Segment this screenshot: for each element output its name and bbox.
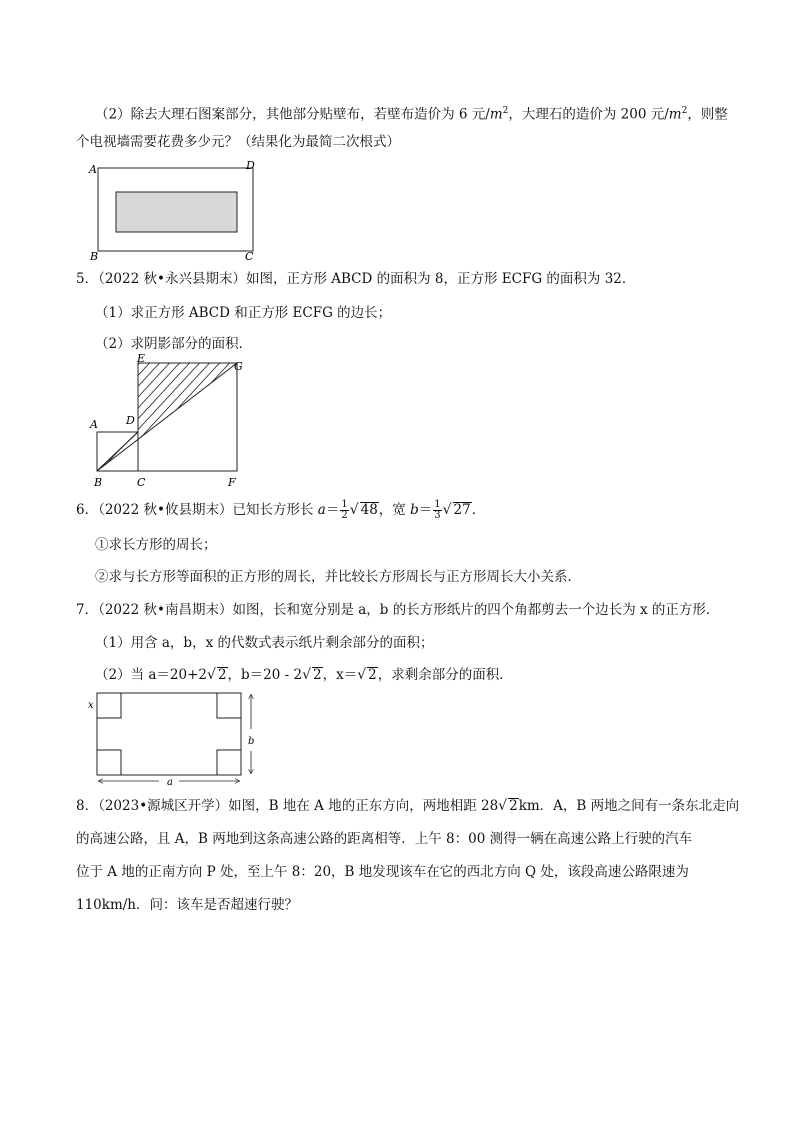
radical-sign: √ [349, 502, 359, 518]
q8-line1-b: km．A，B 两地之间有一条东北走向 [518, 798, 740, 814]
label-c: C [137, 476, 146, 489]
radicand: 2 [313, 667, 322, 683]
marble-rect [116, 192, 237, 232]
q7-p2-b: ，b＝20 - 2 [227, 667, 303, 683]
equals: ＝ [325, 502, 340, 518]
q6-end: ． [471, 502, 486, 518]
squares-figure [86, 352, 256, 491]
label-b: B [90, 250, 99, 263]
q8-line2: 的高速公路，且 A，B 两地到这条高速公路的距离相等．上午 8：00 测得一辆在高速公路上行驶的汽车 [76, 831, 693, 847]
label-x: x [88, 700, 94, 711]
frac-den: 3 [434, 510, 441, 521]
frac-num: 1 [434, 499, 441, 510]
q7-part1: （1）用含 a，b，x 的代数式表示纸片剩余部分的面积； [95, 635, 434, 651]
equals: ＝ [418, 502, 433, 518]
label-a: A [90, 418, 98, 431]
unit-m: m [668, 106, 682, 123]
radicand: 2 [368, 667, 377, 683]
radical-sign: √ [442, 502, 452, 518]
q8-line1 [76, 796, 739, 816]
q4-part2-line1 [95, 101, 728, 125]
radical-sign: √ [498, 798, 508, 814]
segment-bd [97, 432, 138, 471]
var-b: b [410, 502, 419, 518]
q8-line4: 110km/h．问：该车是否超速行驶？ [76, 897, 298, 913]
label-b: B [94, 476, 103, 489]
radical-sign: √ [302, 667, 312, 683]
label-e: E [137, 352, 146, 365]
radical-sign: √ [207, 667, 216, 683]
shaded-region [97, 363, 237, 471]
label-f: F [228, 476, 236, 489]
q4-part2-line2: 个电视墙需要花费多少元？（结果化为最简二次根式） [76, 134, 400, 150]
corner-square [97, 750, 121, 775]
tv-wall-figure [86, 158, 266, 263]
q7-stem: 7．（2022 秋•南昌期末）如图，长和宽分别是 a，b 的长方形纸片的四个角都剪去一个边长为 x 的正方形． [76, 602, 720, 618]
fraction-half [340, 500, 348, 521]
q7-p2-c: ，x＝ [322, 667, 358, 683]
q4-text-b: ，大理石的造价为 200 元/ [508, 106, 669, 123]
paper-figure [84, 689, 274, 789]
label-b: b [248, 736, 255, 747]
label-d: D [126, 414, 135, 427]
exponent: 2 [502, 106, 509, 116]
q5-part1: （1）求正方形 ABCD 和正方形 ECFG 的边长； [95, 305, 392, 321]
radicand-48: 48 [360, 502, 378, 518]
label-a: a [167, 777, 173, 788]
radicand: 2 [509, 798, 518, 814]
label-d: D [246, 159, 255, 172]
q4-text-a: （2）除去大理石图案部分，其他部分贴壁布，若壁布造价为 6 元/ [95, 106, 490, 123]
unit-m: m [489, 106, 503, 123]
q7-p2-a: （2）当 a＝20+2 [95, 667, 208, 683]
corner-square [217, 750, 241, 775]
q8-line1-a: 8．（2023•源城区开学）如图，B 地在 A 地的正东方向，两地相距 28 [76, 798, 499, 814]
frac-den: 2 [341, 510, 348, 521]
corner-square [217, 693, 241, 718]
label-c: C [245, 250, 254, 263]
exponent: 2 [681, 106, 688, 116]
radicand: 2 [217, 667, 227, 683]
q8-line3: 位于 A 地的正南方向 P 处，至上午 8：20，B 地发现该车在它的西北方向 Q 处，该段高速公路限速为 [76, 864, 689, 880]
paper-rect [97, 693, 241, 775]
frac-num: 1 [341, 499, 348, 510]
q7-p2-d: ，求剩余部分的面积． [377, 667, 513, 683]
q6-text-a: 6．（2022 秋•攸县期末）已知长方形长 [76, 502, 318, 518]
q6-text-b: ，宽 [378, 502, 411, 518]
q6-part1: ①求长方形的周长； [95, 537, 217, 553]
q5-part2: （2）求阴影部分的面积． [95, 336, 253, 352]
label-g: G [234, 360, 243, 373]
var-a: a [317, 502, 326, 518]
q6-part2: ②求与长方形等面积的正方形的周长，并比较长方形周长与正方形周长大小关系． [95, 569, 581, 585]
q5-stem: 5．（2022 秋•永兴县期末）如图，正方形 ABCD 的面积为 8，正方形 ECFG 的面积为 32． [76, 271, 636, 287]
corner-square [97, 693, 121, 718]
q4-text-c: ，则整 [687, 106, 728, 123]
radicand-27: 27 [453, 502, 471, 518]
fraction-third [433, 500, 441, 521]
square-ecfg [138, 363, 237, 471]
q6-stem [76, 495, 485, 525]
radical-sign: √ [357, 667, 367, 683]
label-a: A [89, 163, 97, 176]
q7-part2 [95, 665, 513, 685]
